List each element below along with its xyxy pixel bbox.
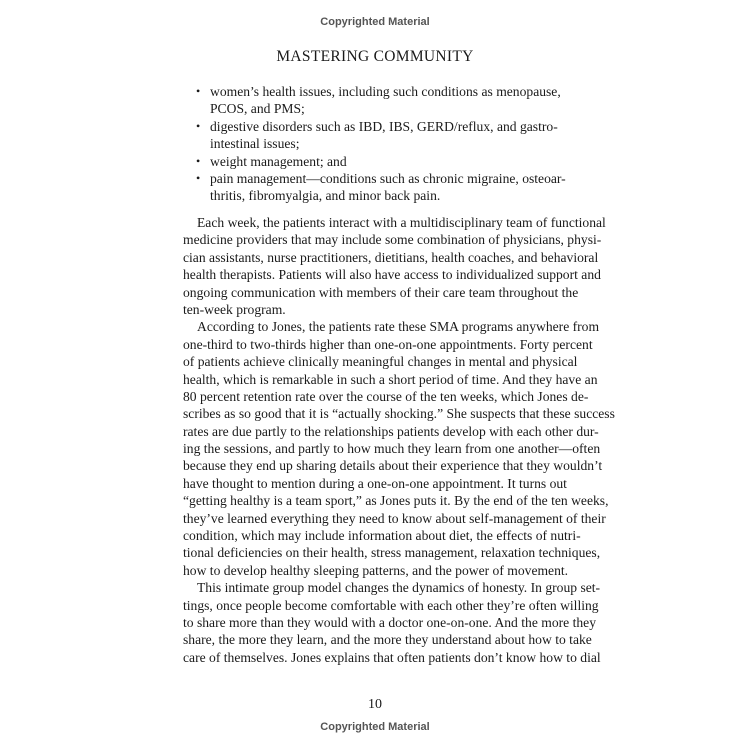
bullet-icon: • xyxy=(196,170,201,185)
text-line: “getting healthy is a team sport,” as Jones puts it. By the end of the ten weeks, xyxy=(183,493,609,509)
text-line: medicine providers that may include some combination of physicians, physi- xyxy=(183,232,602,248)
text-line: 80 percent retention rate over the course of the ten weeks, which Jones de- xyxy=(183,388,589,404)
text-line: This intimate group model changes the dynamics of honesty. In group set- xyxy=(197,580,601,596)
text-line: share, the more they learn, and the more they understand about how to take xyxy=(183,632,592,648)
text-line: ongoing communication with members of their care team throughout the xyxy=(183,284,579,300)
text-line: ten-week program. xyxy=(183,301,286,317)
page-number: 10 xyxy=(368,697,382,712)
paragraph xyxy=(183,214,606,318)
text-line: they’ve learned everything they need to know about self-management of their xyxy=(183,510,606,526)
copyright-notice-bottom: Copyrighted Material xyxy=(320,721,430,733)
bullet-item xyxy=(196,83,561,118)
bullet-item xyxy=(196,153,552,170)
text-line: care of themselves. Jones explains that often patients don’t know how to dial xyxy=(183,649,601,665)
bullet-list xyxy=(196,83,566,205)
text-line: of patients achieve clinically meaningful changes in mental and physical xyxy=(183,354,578,370)
bullet-icon: • xyxy=(196,118,201,133)
text-line: rates are due partly to the relationships patients develop with each other dur- xyxy=(183,423,599,439)
text-line: cian assistants, nurse practitioners, dietitians, health coaches, and behavioral xyxy=(183,249,599,265)
text-line: health, which is remarkable in such a short period of time. And they have an xyxy=(183,371,598,387)
text-line: because they end up sharing details about their experience that they wouldn’t xyxy=(183,458,603,474)
text-line: women’s health issues, including such conditions as menopause, xyxy=(210,84,561,99)
text-line: have thought to mention during a one-on-one appointment. It turns out xyxy=(183,475,567,491)
text-line: condition, which may include information about diet, the effects of nutri- xyxy=(183,528,581,544)
copyright-notice-top: Copyrighted Material xyxy=(320,16,430,28)
paragraph xyxy=(183,318,615,579)
text-line: thritis, fibromyalgia, and minor back pain. xyxy=(210,188,441,204)
text-line: to share more than they would with a doctor one-on-one. And the more they xyxy=(183,614,596,630)
paragraph xyxy=(183,579,601,666)
text-line: how to develop healthy sleeping patterns, and the power of movement. xyxy=(183,562,569,578)
text-line: weight management; and xyxy=(210,153,347,169)
body-text xyxy=(183,214,615,666)
bullet-icon: • xyxy=(196,153,201,168)
text-line: pain management—conditions such as chronic migraine, osteoar- xyxy=(210,170,566,186)
bullet-item xyxy=(196,118,558,153)
bullet-item xyxy=(196,170,566,205)
text-line: health therapists. Patients will also have access to individualized support and xyxy=(183,267,601,283)
text-line: PCOS, and PMS; xyxy=(210,101,305,117)
text-line: According to Jones, the patients rate these SMA programs anywhere from xyxy=(197,319,600,335)
text-line: one-third to two-thirds higher than one-on-one appointments. Forty percent xyxy=(183,336,593,352)
text-line: tings, once people become comfortable with each other they’re often willing xyxy=(183,597,599,613)
text-line: Each week, the patients interact with a multidisciplinary team of functional xyxy=(197,215,606,230)
running-title: MASTERING COMMUNITY xyxy=(276,48,474,65)
text-line: tional deficiencies on their health, stress management, relaxation techniques, xyxy=(183,545,601,561)
bullet-icon: • xyxy=(196,84,201,98)
text-line: intestinal issues; xyxy=(210,136,300,152)
text-line: digestive disorders such as IBD, IBS, GERD/reflux, and gastro- xyxy=(210,118,558,134)
text-line: ing the sessions, and partly to how much they learn from one another—often xyxy=(183,441,601,457)
text-line: scribes as so good that it is “actually shocking.” She suspects that these success xyxy=(183,406,615,422)
